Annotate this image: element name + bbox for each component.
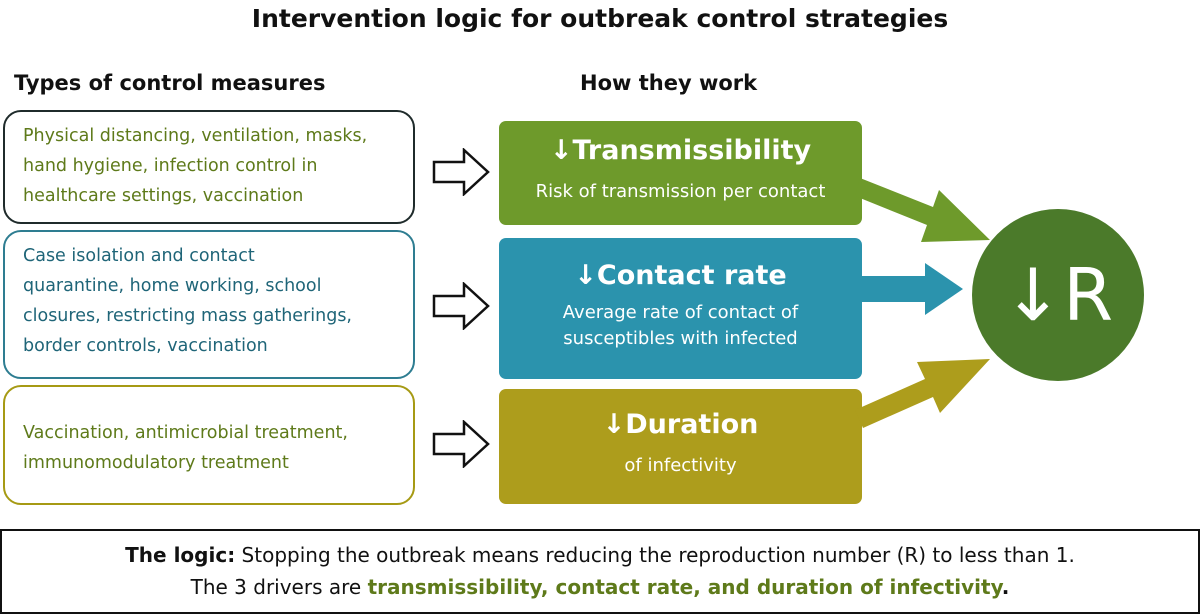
- measure-line: quarantine, home working, school: [23, 276, 322, 297]
- driver-description: [499, 300, 862, 350]
- column-heading-how-they-work: How they work: [580, 71, 758, 95]
- measure-line: Vaccination, antimicrobial treatment,: [23, 423, 348, 443]
- measure-line: healthcare settings, vaccination: [23, 186, 304, 207]
- driver-duration: [499, 389, 862, 504]
- arrow-contact-rate-icon: [860, 263, 963, 315]
- driver-title: ↓Duration: [602, 409, 759, 440]
- measure-line: border controls, vaccination: [23, 336, 268, 357]
- logic-line-2: [2, 571, 1198, 603]
- column-heading-control-measures: Types of control measures: [14, 71, 326, 95]
- driver-description: Risk of transmission per contact: [535, 181, 826, 203]
- measure-box-duration: [3, 385, 415, 505]
- measure-line: hand hygiene, infection control in: [23, 156, 318, 177]
- driver-transmissibility: [499, 121, 862, 225]
- logic-lead: The logic:: [125, 543, 236, 567]
- hollow-arrow-icon: [432, 420, 490, 468]
- measure-line: closures, restricting mass gatherings,: [23, 306, 352, 327]
- driver-title: ↓Transmissibility: [549, 135, 812, 166]
- driver-contact-rate: [499, 238, 862, 379]
- logic-statement: Stopping the outbreak means reducing the reproduction number (R) to less than 1.: [241, 543, 1075, 567]
- logic-line-1: [2, 539, 1198, 571]
- driver-description: of infectivity: [624, 455, 737, 477]
- hollow-arrow-icon: [432, 282, 490, 330]
- driver-description-line: susceptibles with infected: [563, 327, 798, 349]
- measure-line: Case isolation and contact: [23, 246, 255, 266]
- measure-box-transmissibility: [3, 110, 415, 224]
- hollow-arrow-icon: [432, 148, 490, 196]
- reproduction-number-circle: ↓R: [972, 209, 1144, 381]
- measure-line: immunomodulatory treatment: [23, 453, 289, 474]
- arrow-duration-icon: [855, 359, 990, 428]
- logic-summary-box: [0, 529, 1200, 614]
- logic-drivers-suffix: .: [1001, 575, 1010, 599]
- diagram-title: Intervention logic for outbreak control strategies: [251, 4, 949, 33]
- logic-drivers-highlight: transmissibility, contact rate, and duration of infectivity: [367, 575, 1002, 599]
- driver-description-line: Average rate of contact of: [562, 302, 799, 324]
- arrow-transmissibility-icon: [855, 178, 990, 242]
- measure-box-contact-rate: [3, 230, 415, 379]
- measure-line: Physical distancing, ventilation, masks,: [23, 126, 368, 146]
- logic-drivers-prefix: The 3 drivers are: [190, 575, 362, 599]
- driver-title: ↓Contact rate: [574, 260, 787, 291]
